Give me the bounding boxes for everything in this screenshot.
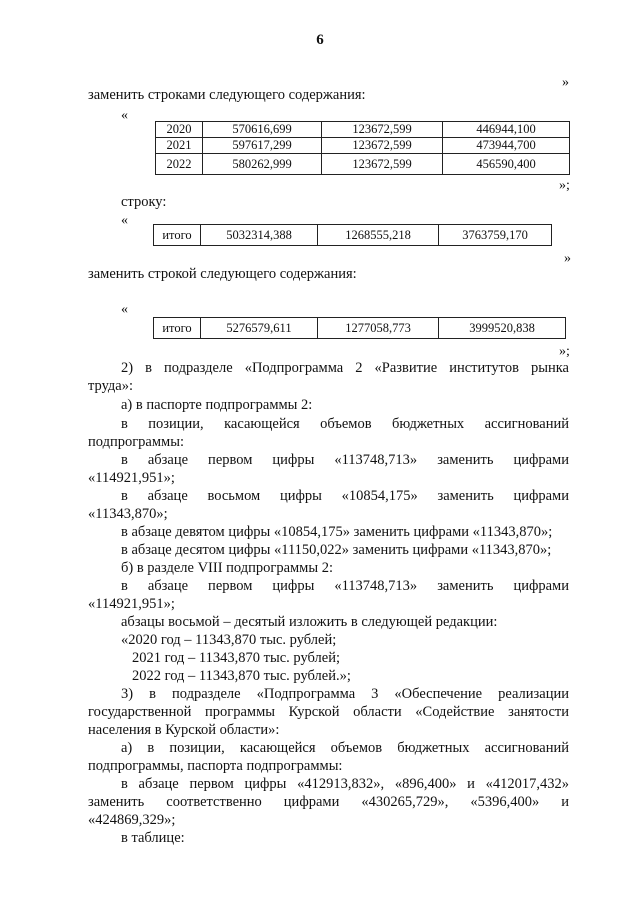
paragraph-line: в абзаце девятом цифры «10854,175» заменить цифрами «11343,870»; [121,524,553,540]
quote-close-semicolon: »; [559,178,570,193]
quote-open: « [121,213,128,228]
paragraph-line: «114921,951»; [88,470,175,486]
paragraph-line: а) в позиции, касающейся объемов бюджетных ассигнований [121,740,569,756]
paragraph-line: 2021 год – 11343,870 тыс. рублей; [132,650,340,666]
paragraph-line: в абзаце десятом цифры «11150,022» заменить цифрами «11343,870»; [121,542,552,558]
paragraph-line: 3) в подразделе «Подпрограмма 3 «Обеспечение реализации [121,686,569,702]
table-row [156,122,570,138]
table-cell: 5032314,388 [201,225,318,246]
instruction-replace-row: заменить строкой следующего содержания: [88,266,357,282]
table-cell: 1268555,218 [318,225,439,246]
table-cell: 123672,599 [322,138,443,154]
paragraph-line: в абзаце первом цифры «113748,713» заменить цифрами [121,452,569,468]
quote-close: » [562,75,569,90]
table-row [156,154,570,175]
total-table-old [153,224,552,246]
instruction-replace-rows: заменить строками следующего содержания: [88,87,366,103]
table-cell: 456590,400 [443,154,570,175]
table-cell: 2021 [156,138,203,154]
paragraph-line: государственной программы Курской области «Содействие занятости [88,704,569,720]
paragraph-line: населения в Курской области»: [88,722,280,738]
table-cell: итого [154,318,201,339]
quote-close-semicolon: »; [559,344,570,359]
paragraph-line: 2) в подразделе «Подпрограмма 2 «Развитие институтов рынка [121,360,569,376]
paragraph-line: 2022 год – 11343,870 тыс. рублей.»; [132,668,351,684]
table-cell: 1277058,773 [318,318,439,339]
table-cell: 570616,699 [203,122,322,138]
paragraph-line: «2020 год – 11343,870 тыс. рублей; [121,632,337,648]
quote-open: « [121,108,128,123]
paragraph-line: в абзаце первом цифры «412913,832», «896,400» и «412017,432» [121,776,569,792]
table-cell: 5276579,611 [201,318,318,339]
paragraph-line: «114921,951»; [88,596,175,612]
table-cell: 2022 [156,154,203,175]
paragraph-line: в таблице: [121,830,185,846]
quote-open: « [121,302,128,317]
table-row [154,318,566,339]
table-cell: 597617,299 [203,138,322,154]
table-row [156,138,570,154]
paragraph-line: подпрограммы: [88,434,184,450]
table-cell: 580262,999 [203,154,322,175]
table-cell: 3763759,170 [439,225,552,246]
paragraph-line: «11343,870»; [88,506,168,522]
table-cell: 473944,700 [443,138,570,154]
paragraph-line: «424869,329»; [88,812,176,828]
table-cell: итого [154,225,201,246]
paragraph-line: абзацы восьмой – десятый изложить в следующей редакции: [121,614,498,630]
table-cell: 123672,599 [322,154,443,175]
table-cell: 3999520,838 [439,318,566,339]
paragraph-line: подпрограммы, паспорта подпрограммы: [88,758,343,774]
page-number: 6 [316,32,324,48]
table-row [154,225,552,246]
table-cell: 123672,599 [322,122,443,138]
paragraph-line: а) в паспорте подпрограммы 2: [121,397,313,413]
quote-close: » [564,251,571,266]
table-cell: 2020 [156,122,203,138]
years-table [155,121,570,175]
paragraph-line: в позиции, касающейся объемов бюджетных ассигнований [121,416,569,432]
paragraph-line: заменить соответственно цифрами «430265,729», «5396,400» и [88,794,569,810]
paragraph-line: труда»: [88,378,134,394]
paragraph-line: в абзаце восьмом цифры «10854,175» заменить цифрами [121,488,569,504]
total-table-new [153,317,566,339]
paragraph-line: б) в разделе VIII подпрограммы 2: [121,560,334,576]
table-cell: 446944,100 [443,122,570,138]
paragraph-line: в абзаце первом цифры «113748,713» заменить цифрами [121,578,569,594]
instruction-row: строку: [121,194,167,210]
